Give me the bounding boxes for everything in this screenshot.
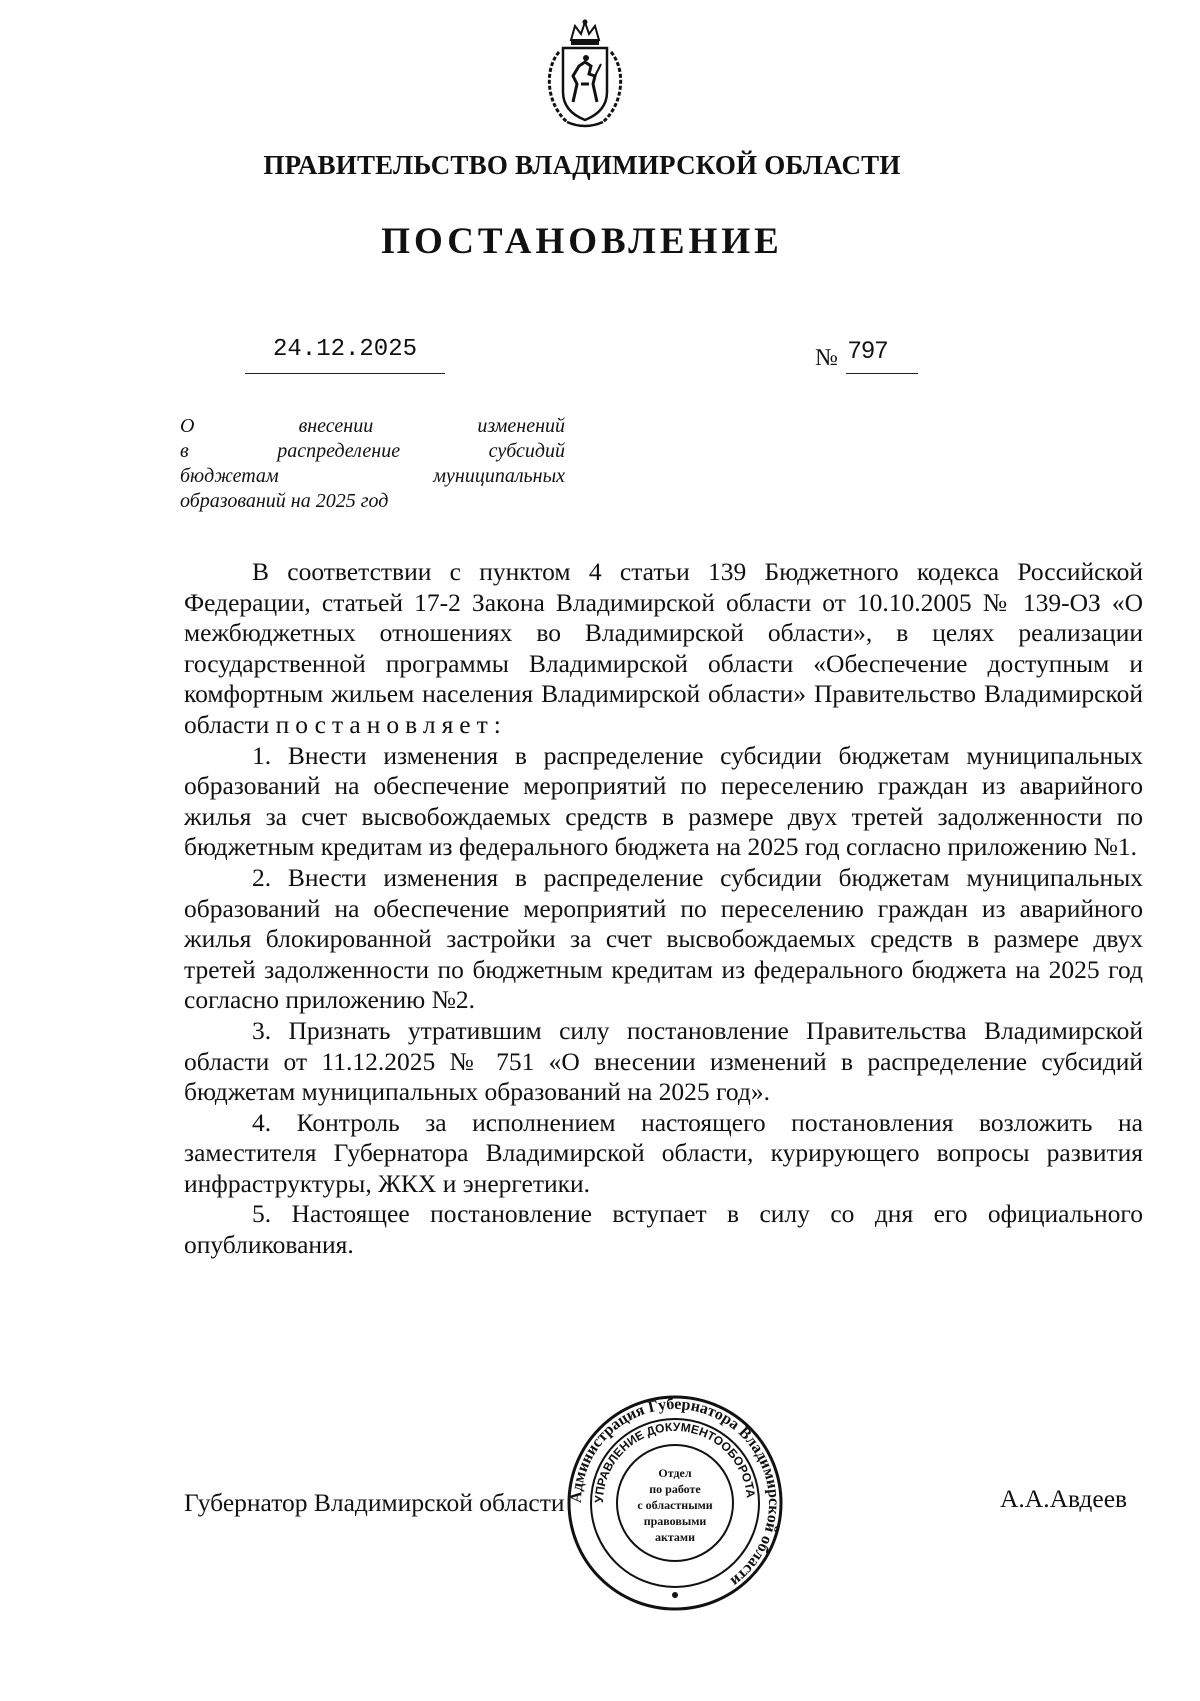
stamp-center-line: правовыми: [643, 1514, 707, 1528]
decree-item: 3. Признать утратившим силу постановление Правительства Владимирской области от 11.12.2025 № 751 «О внесении изменений в распределение субсидий бюджетам муниципальных образований на 2025 год».: [184, 1015, 1143, 1107]
decree-word: постановляет:: [275, 709, 507, 739]
date-underline: [245, 373, 445, 374]
subject-line: бюджетам муниципальных: [180, 465, 565, 487]
stamp-outer-text: Администрация Губернатора Владимирской области: [567, 1395, 783, 1590]
decree-item: 1. Внести изменения в распределение субсидии бюджетам муниципальных образований на обеспечение мероприятий по переселению граждан из аварийного жилья за счет высвобождаемых средств в размере двух третей задолженности по бюджетным кредитам из федерального бюджета на 2025 год согласно приложению №1.: [184, 740, 1143, 862]
subject-line: в распределение субсидий: [180, 440, 565, 462]
subject-line: образований на 2025 год: [180, 490, 389, 512]
coat-of-arms-icon: [537, 18, 633, 132]
stamp-center-line: Отдел: [658, 1466, 692, 1480]
signer-name: А.А.Авдеев: [1000, 1484, 1128, 1513]
document-date: 24.12.2025: [272, 336, 418, 363]
official-stamp-icon: [565, 1393, 785, 1613]
subject-line: О внесении изменений: [180, 415, 565, 437]
number-sign: №: [815, 345, 838, 371]
number-underline: [846, 373, 918, 374]
preamble-paragraph: В соответствии с пунктом 4 статьи 139 Бюджетного кодекса Российской Федерации, статьей 17-2 Закона Владимирской области от 10.10.2005 № 139-ОЗ «О межбюджетных отношениях во Владимирской области», в целях реализации государственной программы Владимирской области «Обеспечение доступным и комфортным жильем населения Владимирской области» Правительство Владимирской области постановляет:: [184, 557, 1143, 739]
signer-position: Губернатор Владимирской области: [184, 1488, 565, 1517]
stamp-center-line: актами: [654, 1530, 696, 1544]
government-title: ПРАВИТЕЛЬСТВО ВЛАДИМИРСКОЙ ОБЛАСТИ: [263, 150, 901, 180]
decree-item: 4. Контроль за исполнением настоящего постановления возложить на заместителя Губернатора Владимирской области, курирующего вопросы развития инфраструктуры, ЖКХ и энергетики.: [184, 1107, 1143, 1198]
stamp-center-line: с областными: [637, 1498, 713, 1512]
decree-item: 2. Внести изменения в распределение субсидии бюджетам муниципальных образований на обеспечение мероприятий по переселению граждан из аварийного жилья блокированной застройки за счет высвобождаемых средств в размере двух третей задолженности по бюджетным кредитам из федерального бюджета на 2025 год согласно приложению №2.: [184, 862, 1143, 1015]
stamp-inner-text: УПРАВЛЕНИЕ ДОКУМЕНТООБОРОТА: [591, 1419, 758, 1504]
document-subject: [180, 414, 565, 514]
decree-item: 5. Настоящее постановление вступает в силу со дня его официального опубликования.: [184, 1199, 1143, 1260]
stamp-center-line: по работе: [649, 1482, 701, 1496]
document-type-title: ПОСТАНОВЛЕНИЕ: [381, 221, 783, 262]
document-number: 797: [848, 337, 889, 364]
document-body: [184, 557, 1143, 1261]
